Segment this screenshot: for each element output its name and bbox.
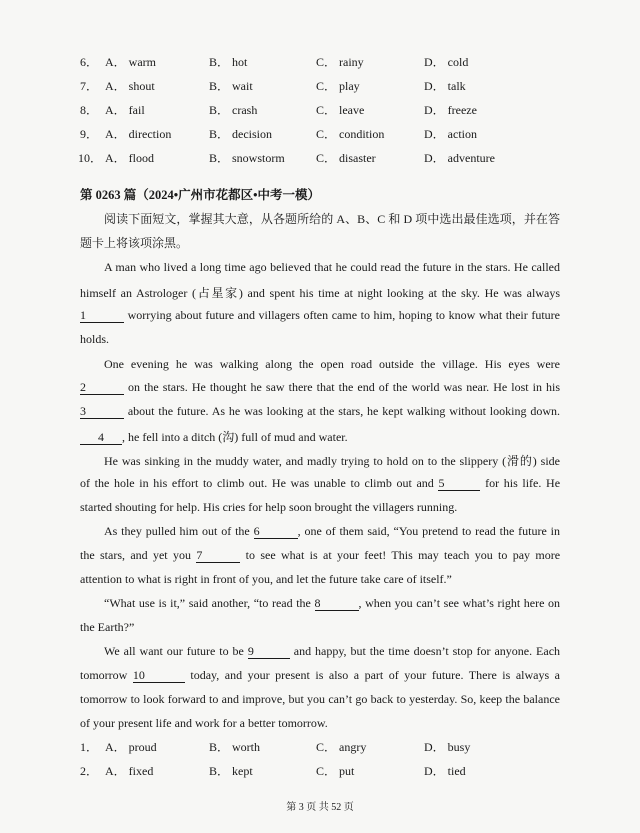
question-number: 7． [79,79,98,93]
blank-9: 9 [248,645,290,659]
option-c: C． condition [316,127,385,141]
passage-line: of your present life and work for a better tomorrow. [80,716,328,730]
question-number: 10． [78,151,103,165]
passage-line-with-blank-3 [80,404,560,419]
passage-line-with-blank-4 [80,428,560,445]
passage-text: tomorrow [80,668,128,682]
option-c: C． put [316,764,355,778]
passage-text: for his life. He [485,476,561,490]
option-d: D． talk [424,79,466,93]
passage-text: , he fell into a ditch (沟) full of mud and water. [122,430,348,444]
option-row-2 [0,762,640,782]
passage-line-with-blank-5 [80,476,560,491]
section-heading: 第 0263 篇（2024•广州市花都区•中考一模） [80,188,321,202]
option-row-6 [0,53,640,73]
question-number: 2． [79,764,98,778]
blank-4: 4 [80,431,122,445]
blank-3: 3 [80,405,124,419]
passage-line: A man who lived a long time ago believed that he could read the future in the stars. He called [104,260,560,274]
blank-5: 5 [438,477,480,491]
passage-line-with-blank-7 [80,548,560,563]
passage-text: , one of them said, “You pretend to read the future in [297,524,560,538]
passage-line-with-blank-6 [80,524,560,539]
option-c: C． play [316,79,360,93]
passage-text: As they pulled him out of the [104,524,250,538]
option-b: B． hot [209,55,248,69]
passage-line: the Earth?” [80,620,135,634]
passage-text: We all want our future to be [104,644,244,658]
option-a: A． warm [105,55,156,69]
passage-text: , when you can’t see what’s right here on [358,596,561,610]
blank-8: 8 [315,597,359,611]
passage-line-with-blank-8 [80,596,560,611]
passage-line: holds. [80,332,110,346]
option-row-10 [0,149,640,169]
option-a: A． direction [105,127,172,141]
blank-6: 6 [254,525,298,539]
instructions-line-1: 阅读下面短文，掌握其大意，从各题所给的 A、B、C 和 D 项中选出最佳选项，并在答 [104,212,560,226]
option-c: C． leave [316,103,365,117]
passage-text: about the future. As he was looking at the stars, he kept walking without looking down. [127,404,560,418]
passage-text: on the stars. He thought he saw there that the end of the world was near. He lost in his [128,380,560,394]
option-c: C． angry [316,740,367,754]
page-footer: 第 3 页 共 52 页 [286,802,354,813]
option-d: D． adventure [424,151,495,165]
option-a: A． fail [105,103,145,117]
option-row-1 [0,738,640,758]
passage-line-with-blank-1 [80,308,560,323]
option-b: B． snowstorm [209,151,285,165]
blank-1: 1 [80,309,124,323]
question-number: 8． [79,103,98,117]
option-row-7 [0,77,640,97]
passage-text: worrying about future and villagers often came to him, hoping to know what their future [127,308,560,322]
passage-line: He was sinking in the muddy water, and madly trying to hold on to the slippery (滑的) side [104,454,560,468]
passage-line-with-blank-9 [80,644,560,659]
option-d: D． cold [424,55,469,69]
option-a: A． fixed [105,764,154,778]
passage-line: attention to what is right in front of you, and let the future take care of itself.” [80,572,452,586]
option-a: A． proud [105,740,157,754]
passage-line: himself an Astrologer (占星家) and spent his time at night looking at the sky. He was always [80,286,560,300]
passage-line: One evening he was walking along the open road outside the village. His eyes were [104,357,560,371]
instructions-line-2: 题卡上将该项涂黑。 [80,236,189,250]
blank-10: 10 [133,669,185,683]
option-row-9 [0,125,640,145]
question-number: 9． [79,127,98,141]
passage-line: tomorrow to look forward to and improve, but you can’t go back to yesterday. So, keep the balance [80,692,560,706]
passage-text: of the hole in his effort to climb out. He was unable to climb out and [80,476,434,490]
passage-line-with-blank-10 [80,668,560,683]
passage-line: started shouting for help. His cries for help soon brought the villagers running. [80,500,458,514]
option-a: A． flood [105,151,154,165]
passage-text: “What use is it,” said another, “to read the [104,596,311,610]
passage-line-with-blank-2 [80,380,560,395]
option-a: A． shout [105,79,155,93]
option-d: D． busy [424,740,471,754]
blank-7: 7 [196,549,240,563]
option-b: B． worth [209,740,261,754]
option-b: B． decision [209,127,272,141]
blank-2: 2 [80,381,124,395]
question-number: 1． [79,740,98,754]
option-d: D． freeze [424,103,477,117]
option-c: C． disaster [316,151,376,165]
option-d: D． tied [424,764,466,778]
option-b: B． kept [209,764,253,778]
option-b: B． crash [209,103,258,117]
question-number: 6． [79,55,98,69]
passage-text: and happy, but the time doesn’t stop for anyone. Each [293,644,561,658]
passage-text: today, and your present is also a part of your future. There is always a [190,668,561,682]
option-c: C． rainy [316,55,364,69]
passage-text: the stars, and yet you [80,548,191,562]
option-b: B． wait [209,79,253,93]
option-row-8 [0,101,640,121]
option-d: D． action [424,127,477,141]
passage-text: to see what is at your feet! This may teach you to pay more [245,548,561,562]
